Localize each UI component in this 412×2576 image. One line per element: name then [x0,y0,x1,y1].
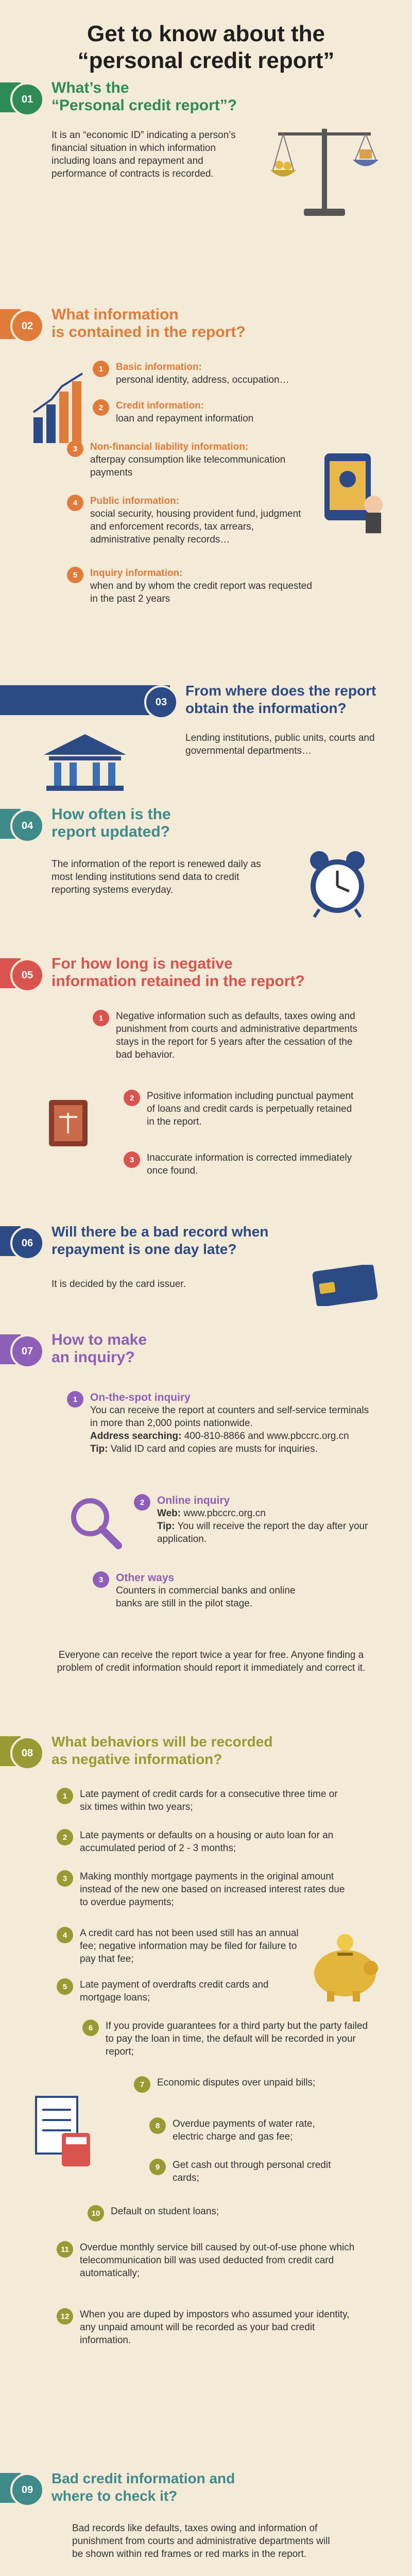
inquiry-note: Everyone can receive the report twice a year for free. Anyone finding a problem of credit information should report it immediately and correct it. [57,1650,366,1673]
alarm-clock-icon [304,848,371,920]
section-06 [0,1226,412,1324]
section-heading: Bad credit information and where to check it? [52,2470,235,2504]
negative-item: Late payment of credit cards for a consecutive three time or six times within two years; [80,1789,338,1812]
section-09 [0,2470,412,2576]
credit-card-icon [309,1265,386,1306]
section-body: It is decided by the card issuer. [52,1279,186,1290]
retention-item: Positive information including punctual payment of loans and credit cards is perpetually retained in the report. [147,1091,354,1127]
negative-item: Economic disputes over unpaid bills; [157,2077,316,2088]
section-heading: What information is contained in the report? [52,306,246,341]
section-heading: For how long is negative information retained in the report? [52,955,305,990]
retention-item: Negative information such as defaults, taxes owing and punishment from courts and administrative departments stays in the report for 5 years after the cessation of the bad behavior. [116,1011,357,1060]
title-line-2: “personal credit report” [77,48,335,73]
section-body: Bad records like defaults, taxes owing and information of punishment from courts and administrative departments will be shown within red frames or red marks in the report. [72,2523,330,2560]
info-item: Credit information: loan and repayment information [116,400,254,424]
info-item: Non-financial liability information: afterpay consumption like telecommunication payments [90,442,286,478]
section-05: 05 For how long is negative information retained in the report? 1 Negative information such as defaults, taxes owing and punishment from courts and administrative departments stays in the report for 5 years after the cessation of the bad behavior. 2 Positive information including punctual payment of loans and credit cards is perpetually retained in the report. 3 Inaccurate information is corrected immediately once found. [0,958,412,1226]
section-07: 07 How to make an inquiry? 1 On-the-spot inquiry You can receive the report at counters and self-service terminals in more than 2,000 points nationwide. Address searching: 400-810-8866 and www.pbccrc.org.cn Tip: Valid ID card and copies are musts for inquiries. 2 Online inquiry Web: www.pbccrc.org.cn Tip: You will receive the report the day after your application. 3 Other ways Counters in commercial banks and online banks are still in the pilot stage. Everyone can receive the report twice a year for free. Anyone finding a problem of credit information should report it immediately and correct it. [0,1334,412,1736]
negative-item: Late payment of overdrafts credit cards and mortgage loans; [80,1979,269,2003]
section-heading: How often is the report updated? [52,806,171,840]
bank-building-icon [41,732,129,793]
section-04 [0,806,412,963]
negative-item: Default on student loans; [111,2206,219,2217]
info-item: Public information: social security, housing provident fund, judgment and enforcement records, tax arrears, administrative penalty records… [90,496,301,545]
title-line-1: Get to know about the [87,21,325,46]
section-number: 04 [10,809,44,843]
section-number: 03 [144,685,178,719]
negative-item: Overdue payments of water rate, electric charge and gas fee; [173,2119,315,2142]
negative-item: Making monthly mortgage payments in the original amount instead of the new one based on increased interest rates due to overdue payments; [80,1871,345,1908]
section-number: 06 [10,1226,44,1260]
section-heading: What behaviors will be recorded as negative information? [52,1734,273,1767]
inquiry-way: Other ways Counters in commercial banks and online banks are still in the pilot stage. [116,1572,296,1609]
section-08: 08 What behaviors will be recorded as negative information? 1 Late payment of credit cards for a consecutive three time or six times within two years; 2 Late payments or defaults on a housing or auto loan for an accumulated period of 2 - 3 months; 3 Making monthly mortgage payments in the original amount instead of the new one based on increased interest rates due to overdue payments; 4 A credit card has not been used still has an annual fee; negative information may be filed for failure to pay that fee; 5 Late payment of overdrafts credit cards and mortgage loans; 6 If you provide guarantees for a third party but the party failed to pay the loan in time, the default will be recorded in your report; 7 Economic disputes over unpaid bills; 8 Overdue payments of water rate, electric charge and gas fee; 9 Get cash out through personal credit cards; 10 Default on student loans; 11 Overdue monthly service bill caused by out-of-use phone which telecommunication bill was used deducted from credit card automatically; 12 When you are duped by impostors who assumed your identity, any unpaid amount will be recorded as your bad credit information. [0,1736,412,2494]
growth-chart-icon [31,371,88,448]
negative-item: Get cash out through personal credit cards; [173,2160,331,2183]
section-number: 02 [10,309,44,343]
section-number: 05 [10,958,44,992]
retention-item: Inaccurate information is corrected immediately once found. [147,1153,352,1176]
section-heading: How to make an inquiry? [52,1331,147,1366]
section-body: It is an “economic ID” indicating a person’s financial situation in which information including loans and repayment and performance of contracts is recorded. [52,130,236,179]
section-number: 07 [10,1334,44,1368]
section-number: 08 [10,1736,44,1770]
magnifier-icon [67,1494,124,1551]
negative-item: When you are duped by impostors who assumed your identity, any unpaid amount will be recorded as your bad credit information. [80,2309,350,2346]
section-02: 02 What information is contained in the report? 1 Basic information: personal identity, address, occupation… 2 Credit information: loan and repayment information 3 Non-financial liability information: afterpay consumption like telecommunication payments 4 Public information: social security, housing provident fund, judgment and enforcement records, tax arrears, administrative penalty records… 5 Inquiry information: when and by whom the credit report was requested in the past 2 years [0,309,412,680]
section-body: The information of the report is renewed daily as most lending institutions send data to credit reporting systems everyday. [52,859,261,895]
info-item: Inquiry information: when and by whom the credit report was requested in the past 2 years [90,568,312,604]
section-heading: What’s the “Personal credit report”? [52,79,237,114]
info-item: Basic information: personal identity, address, occupation… [116,362,289,385]
section-01 [0,79,412,325]
page-title [0,0,412,77]
negative-item: Overdue monthly service bill caused by out-of-use phone which telecommunication bill was used deducted from credit card automatically; [80,2242,355,2279]
negative-item: If you provide guarantees for a third party but the party failed to pay the loan in time, the default will be recorded in your report; [106,2021,368,2057]
negative-item: A credit card has not been used still has an annual fee; negative information may be filed for failure to pay that fee; [80,1928,299,1964]
inquiry-way: On-the-spot inquiry You can receive the report at counters and self-service terminals in more than 2,000 points nationwide. Address searching: 400-810-8866 and www.pbccrc.org.cn Tip: Valid ID card and copies are musts for inquiries. [90,1392,369,1454]
piggy-bank-icon [309,1932,386,2004]
law-book-icon [46,1097,93,1149]
section-number: 09 [10,2473,44,2507]
section-body: Lending institutions, public units, courts and governmental departments… [185,733,375,756]
tablet-user-icon [319,448,386,536]
bill-calculator-icon [31,2092,98,2169]
scale-icon [268,113,381,232]
inquiry-way: Online inquiry Web: www.pbccrc.org.cn Tip: You will receive the report the day after your application. [157,1495,368,1545]
section-03 [0,685,412,804]
negative-item: Late payments or defaults on a housing or auto loan for an accumulated period of 2 - 3 months; [80,1830,334,1854]
section-number: 01 [10,82,44,116]
section-heading: From where does the report obtain the information? [185,683,376,716]
section-heading: Will there be a bad record when repayment is one day late? [52,1224,269,1257]
